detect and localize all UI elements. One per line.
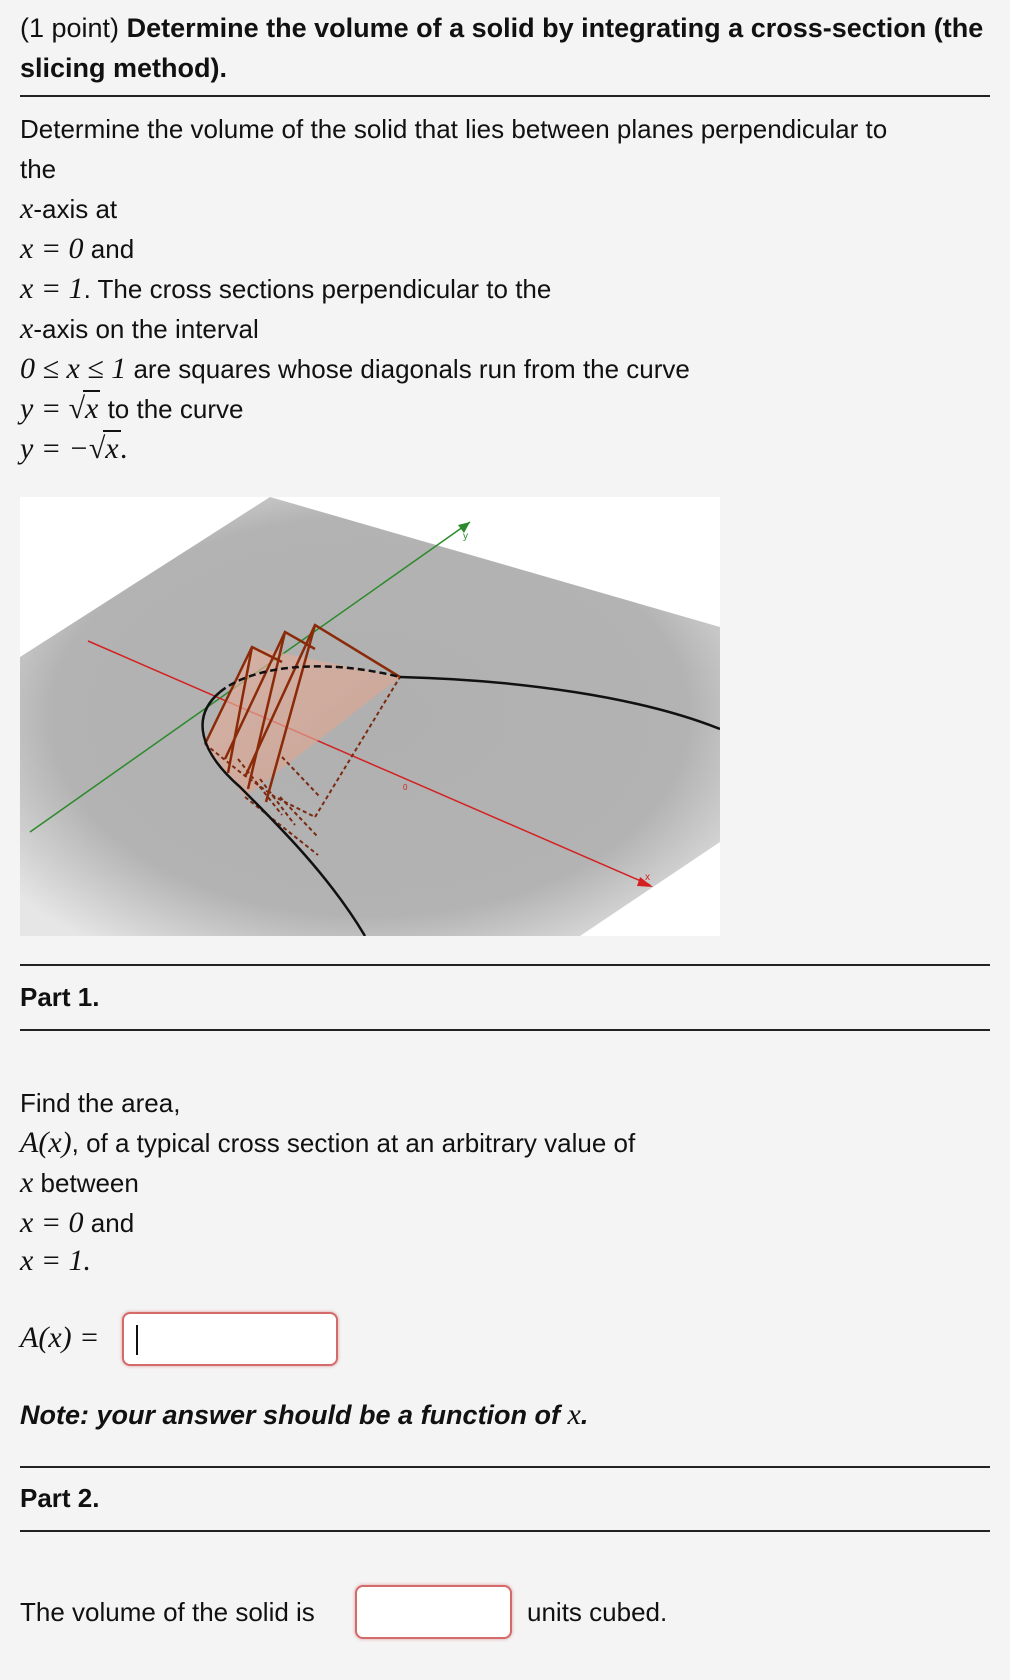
problem-title [20, 8, 995, 88]
divider [20, 95, 990, 97]
area-input-label: A(x) = [20, 1321, 100, 1354]
problem-line: Determine the volume of the solid that lies between planes perpendicular to [20, 114, 888, 144]
math-expr: x = 0 [20, 232, 84, 265]
text-cursor [136, 1325, 138, 1355]
origin-label: 0 [403, 783, 408, 792]
divider [20, 1466, 990, 1468]
solid-figure [20, 497, 720, 936]
problem-line: the [20, 154, 57, 184]
math-expr: x = 0 [20, 1206, 84, 1239]
part1-line [20, 1241, 91, 1281]
math-var: x [20, 1166, 34, 1199]
answer-note: Note: your answer should be a function of x. [20, 1398, 589, 1431]
divider [20, 1530, 990, 1532]
divider [20, 964, 990, 966]
x-axis-label: x [645, 872, 650, 883]
volume-prefix: The volume of the solid is [20, 1597, 315, 1627]
sqrt-expr: √x [68, 392, 99, 425]
part1-heading: Part 1. [20, 982, 100, 1012]
part1-line: Find the area, [20, 1088, 181, 1118]
math-expr: A(x) [20, 1126, 72, 1159]
problem-line: y = √x to the curve [20, 389, 243, 429]
math-var: x [20, 192, 34, 225]
problem-line: y = −√x. [20, 429, 128, 469]
sqrt-expr: √x [88, 432, 119, 465]
divider [20, 1029, 990, 1031]
title-text: Determine the volume of a solid by integrating a cross-section (the slicing method). [20, 13, 984, 83]
points-label: (1 point) [20, 13, 120, 43]
math-expr: 0 ≤ x ≤ 1 [20, 352, 127, 385]
part1-line: A(x), of a typical cross section at an arbitrary value of [20, 1126, 636, 1159]
math-var: x [20, 312, 34, 345]
problem-line: 0 ≤ x ≤ 1 are squares whose diagonals run from the curve [20, 352, 690, 385]
problem-line: x = 0 and [20, 232, 135, 265]
part1-line: x = 0 and [20, 1206, 135, 1239]
problem-line: x-axis at [20, 192, 118, 225]
problem-line: x-axis on the interval [20, 312, 259, 345]
problem-line: x = 1. The cross sections perpendicular to the [20, 272, 552, 305]
volume-suffix: units cubed. [527, 1597, 668, 1627]
solid-figure-svg [20, 497, 720, 936]
area-answer-input[interactable] [122, 1312, 338, 1366]
math-expr: x = 1. [20, 1244, 92, 1277]
volume-answer-input[interactable] [355, 1585, 512, 1639]
part2-heading: Part 2. [20, 1483, 100, 1513]
part1-line: x between [20, 1166, 139, 1199]
y-axis-label: y [463, 531, 468, 542]
math-expr: x = 1 [20, 272, 84, 305]
